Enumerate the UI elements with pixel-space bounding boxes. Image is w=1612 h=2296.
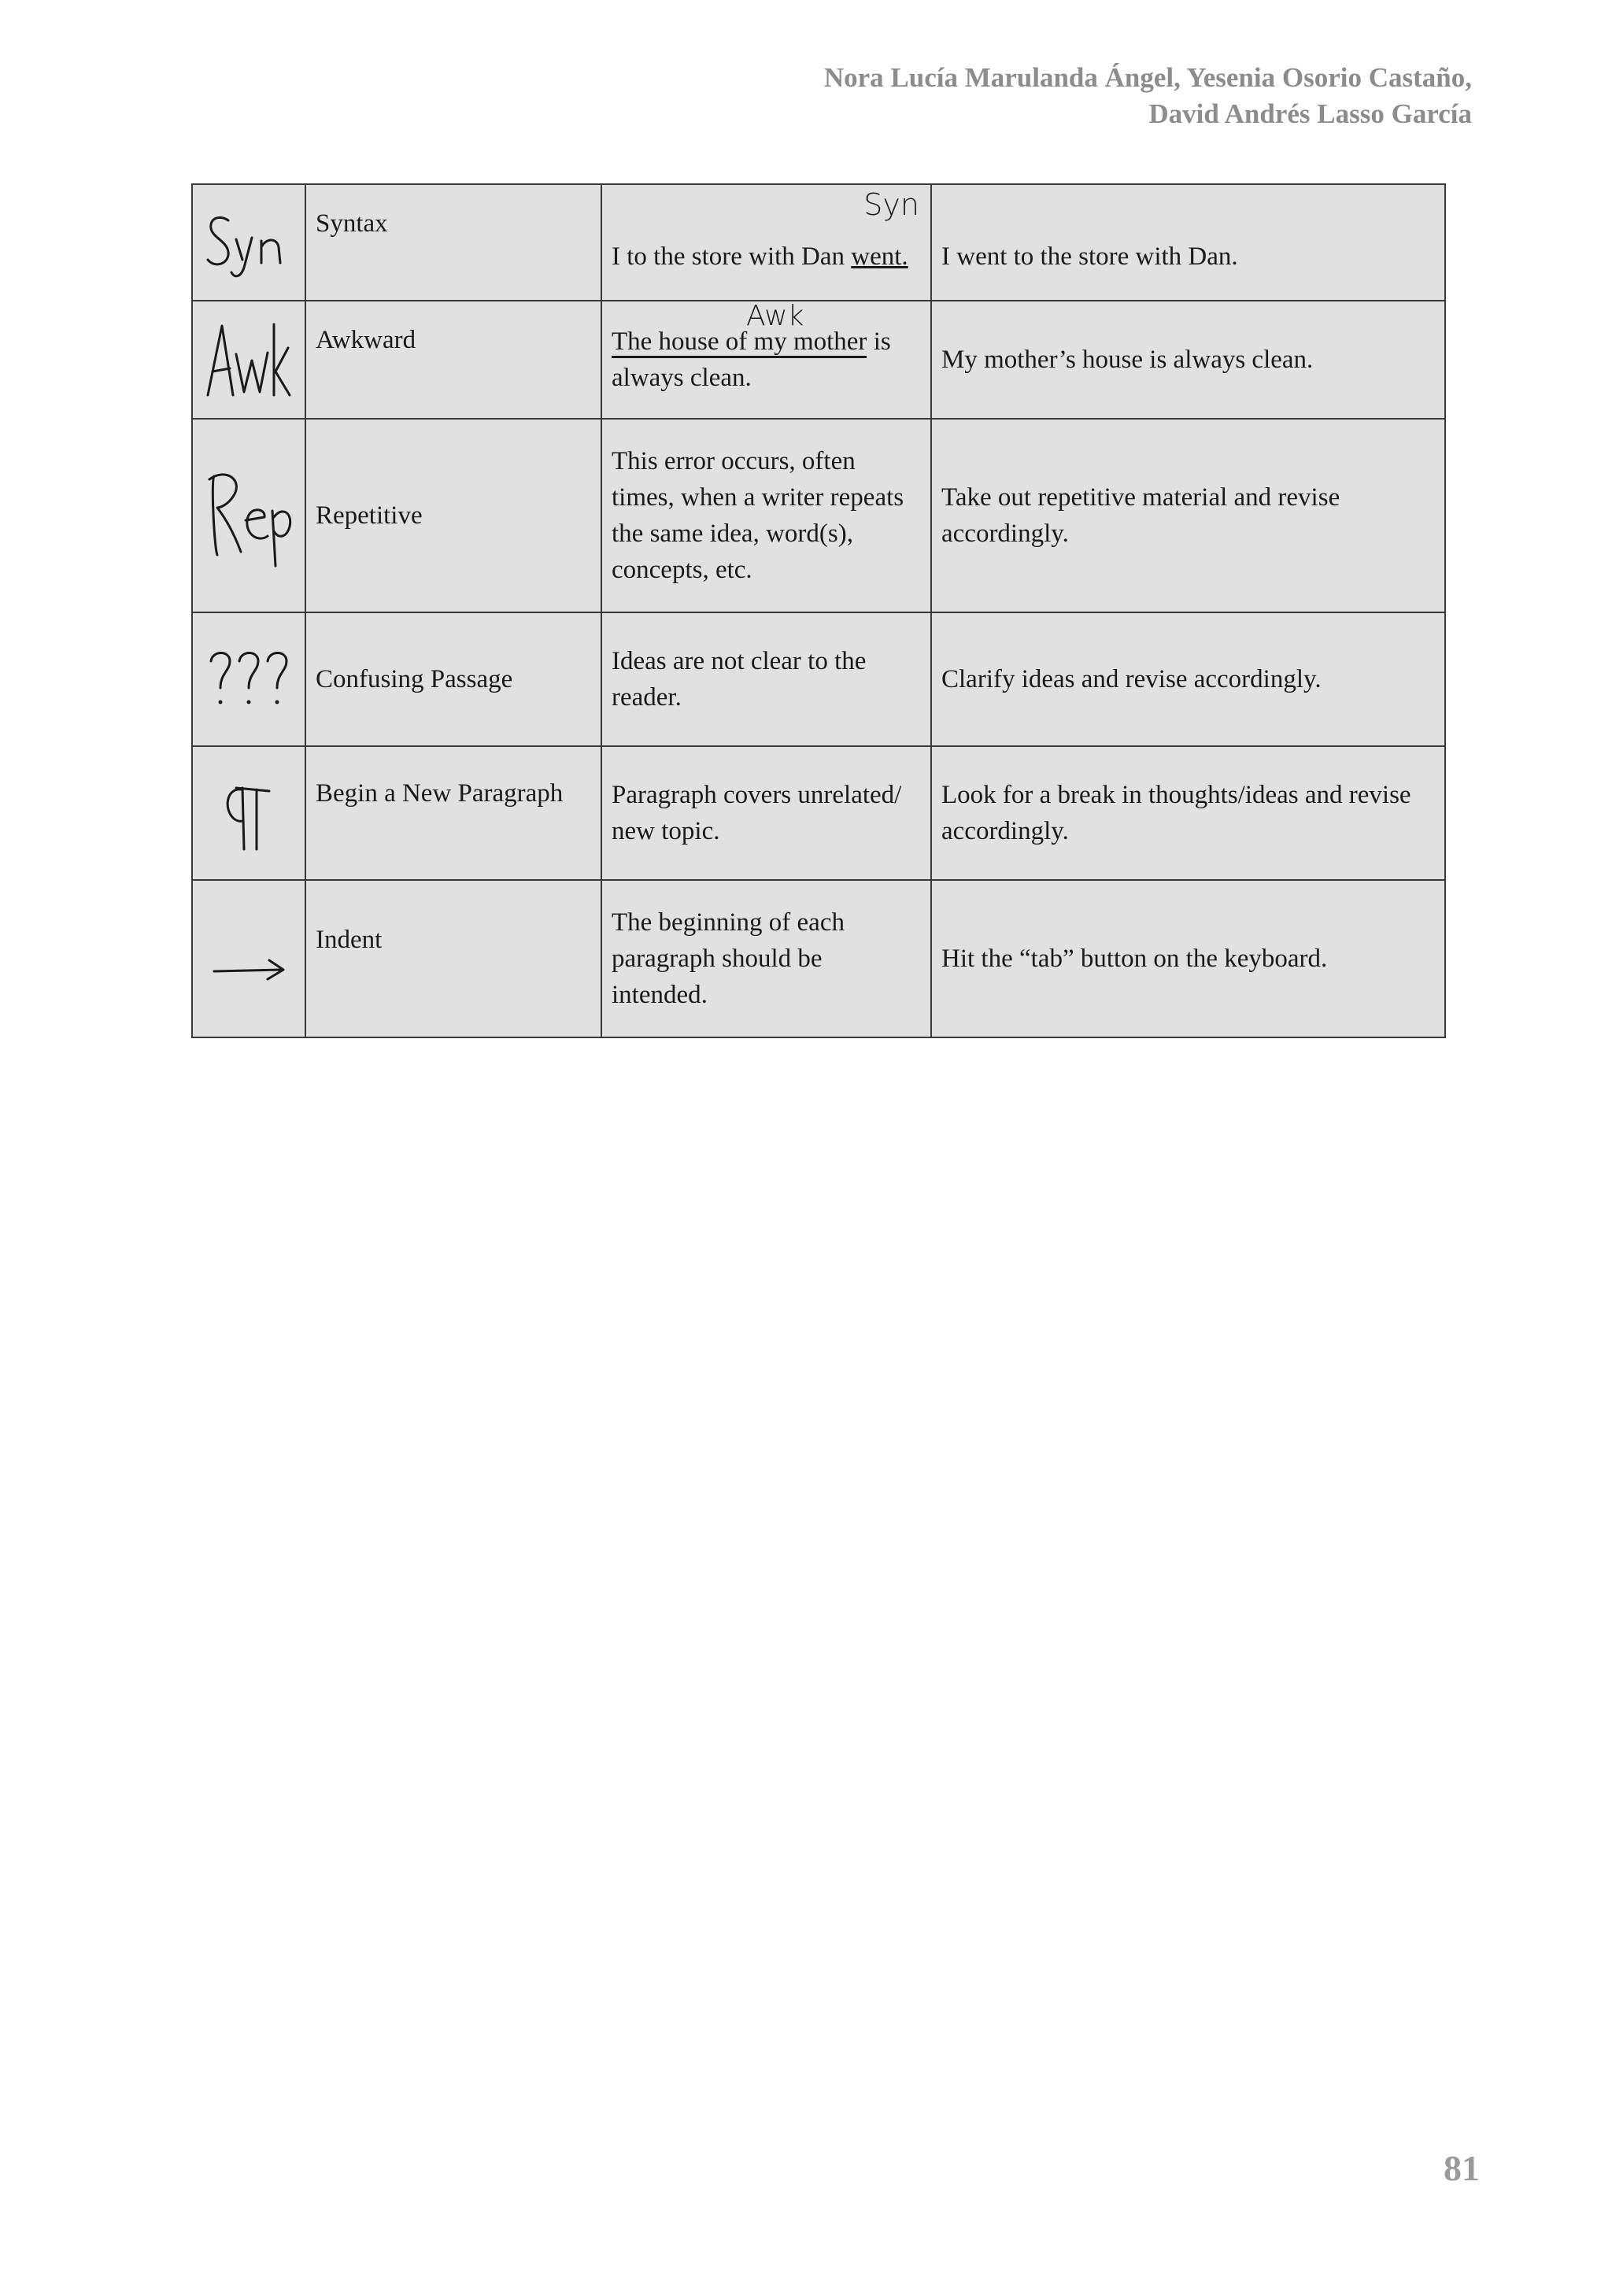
example-marked-text: went. <box>851 242 908 271</box>
syn-handwritten-icon <box>205 203 293 282</box>
mark-name: Begin a New Paragraph <box>305 746 601 880</box>
example-marked-text: The house of my mother <box>612 327 867 358</box>
page-number: 81 <box>1444 2148 1480 2188</box>
example-text: I to the store with Dan <box>612 242 852 271</box>
rep-handwritten-icon <box>205 460 293 571</box>
symbol-cell <box>192 880 305 1037</box>
symbol-cell <box>192 184 305 301</box>
table-row <box>192 612 1445 746</box>
correction-cell: My mother’s house is always clean. <box>931 301 1445 419</box>
table-row <box>192 301 1445 419</box>
correction-cell: Look for a break in thoughts/ideas and revise accordingly. <box>931 746 1445 880</box>
table-row <box>192 746 1445 880</box>
table-row <box>192 880 1445 1037</box>
example-cell: Paragraph covers unrelated/ new topic. <box>601 746 931 880</box>
mark-name: Confusing Passage <box>305 612 601 746</box>
example-cell: This error occurs, often times, when a writer repeats the same idea, word(s), concepts, etc. <box>601 419 931 612</box>
correction-cell: Hit the “tab” button on the keyboard. <box>931 880 1445 1037</box>
mark-name: Repetitive <box>305 419 601 612</box>
correction-marks-table <box>191 183 1446 1038</box>
symbol-cell <box>192 612 305 746</box>
example-cell <box>601 301 931 419</box>
symbol-cell <box>192 746 305 880</box>
symbol-cell <box>192 419 305 612</box>
right-arrow-icon <box>205 927 293 990</box>
example-cell: The beginning of each paragraph should be intended. <box>601 880 931 1037</box>
header-authors-line-2: David Andrés Lasso García <box>1148 98 1472 129</box>
example-cell: Ideas are not clear to the reader. <box>601 612 931 746</box>
header-authors-line-1: Nora Lucía Marulanda Ángel, Yesenia Osorio Castaño, <box>823 62 1472 93</box>
mark-name: Indent <box>305 880 601 1037</box>
awk-handwritten-icon <box>205 316 293 403</box>
awk-annotation: Awk <box>746 300 804 332</box>
running-header <box>824 60 1472 132</box>
mark-name: Syntax <box>305 184 601 301</box>
example-text: is always clean. <box>612 327 891 392</box>
symbol-cell <box>192 301 305 419</box>
mark-name: Awkward <box>305 301 601 419</box>
syn-annotation: Syn <box>863 187 919 222</box>
table-row <box>192 184 1445 301</box>
question-marks-icon <box>205 644 293 715</box>
paragraph-mark-icon <box>205 774 293 852</box>
table-row <box>192 419 1445 612</box>
correction-cell: I went to the store with Dan. <box>931 184 1445 301</box>
correction-cell: Clarify ideas and revise accordingly. <box>931 612 1445 746</box>
example-cell <box>601 184 931 301</box>
correction-cell: Take out repetitive material and revise accordingly. <box>931 419 1445 612</box>
